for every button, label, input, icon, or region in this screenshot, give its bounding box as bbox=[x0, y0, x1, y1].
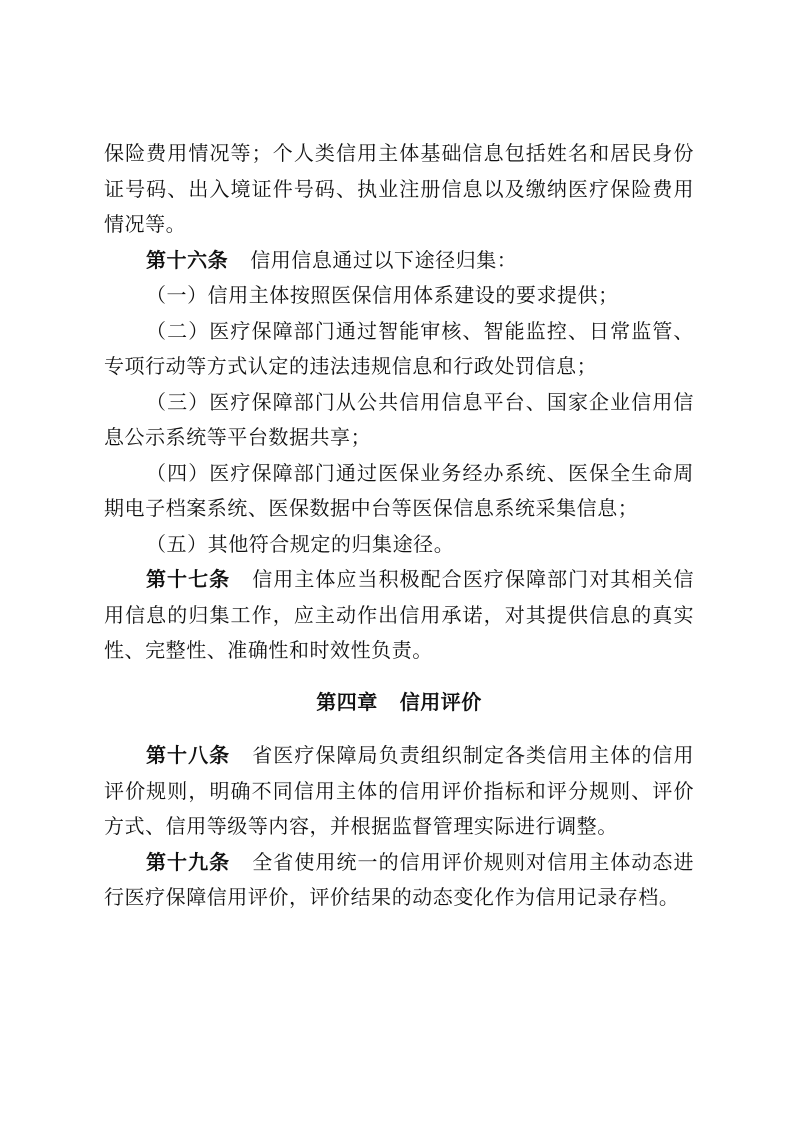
list-item-3: （三）医疗保障部门从公共信用信息平台、国家企业信用信息公示系统等平台数据共享； bbox=[104, 389, 694, 449]
paragraph-continuation: 保险费用情况等；个人类信用主体基础信息包括姓名和居民身份证号码、出入境证件号码、执业注册信息以及缴纳医疗保险费用情况等。 bbox=[104, 141, 694, 236]
article-17 bbox=[104, 562, 694, 669]
article-18 bbox=[104, 738, 694, 845]
spacer bbox=[104, 669, 694, 685]
article-17-text: 信用主体应当积极配合医疗保障部门对其相关信用信息的归集工作，应主动作出信用承诺，对其提供信息的真实性、完整性、准确性和时效性负责。 bbox=[104, 567, 694, 662]
chapter-number: 第四章 bbox=[316, 689, 378, 714]
article-19-text: 全省使用统一的信用评价规则对信用主体动态进行医疗保障信用评价，评价结果的动态变化作为信用记录存档。 bbox=[104, 849, 694, 909]
article-16-label: 第十六条 bbox=[146, 247, 229, 272]
list-item-1: （一）信用主体按照医保信用体系建设的要求提供； bbox=[146, 283, 619, 307]
chapter-title: 信用评价 bbox=[399, 689, 482, 714]
article-18-text: 省医疗保障局负责组织制定各类信用主体的信用评价规则，明确不同信用主体的信用评价指标和评分规则、评价方式、信用等级等内容，并根据监督管理实际进行调整。 bbox=[104, 743, 694, 838]
article-16-text: 信用信息通过以下途径归集： bbox=[250, 247, 518, 272]
article-17-label: 第十七条 bbox=[146, 567, 231, 591]
list-item-5: （五）其他符合规定的归集途径。 bbox=[146, 531, 455, 556]
spacer bbox=[104, 720, 694, 738]
document-page bbox=[104, 136, 694, 916]
article-19 bbox=[104, 845, 694, 916]
article-18-label: 第十八条 bbox=[146, 743, 231, 767]
article-19-label: 第十九条 bbox=[146, 849, 231, 874]
chapter-heading bbox=[104, 685, 694, 721]
list-item-2: （二）医疗保障部门通过智能审核、智能监控、日常监管、专项行动等方式认定的违法违规信息和行政处罚信息； bbox=[104, 318, 694, 378]
list-item-4: （四）医疗保障部门通过医保业务经办系统、医保全生命周期电子档案系统、医保数据中台等医保信息系统采集信息； bbox=[104, 460, 694, 520]
article-16 bbox=[104, 243, 694, 279]
